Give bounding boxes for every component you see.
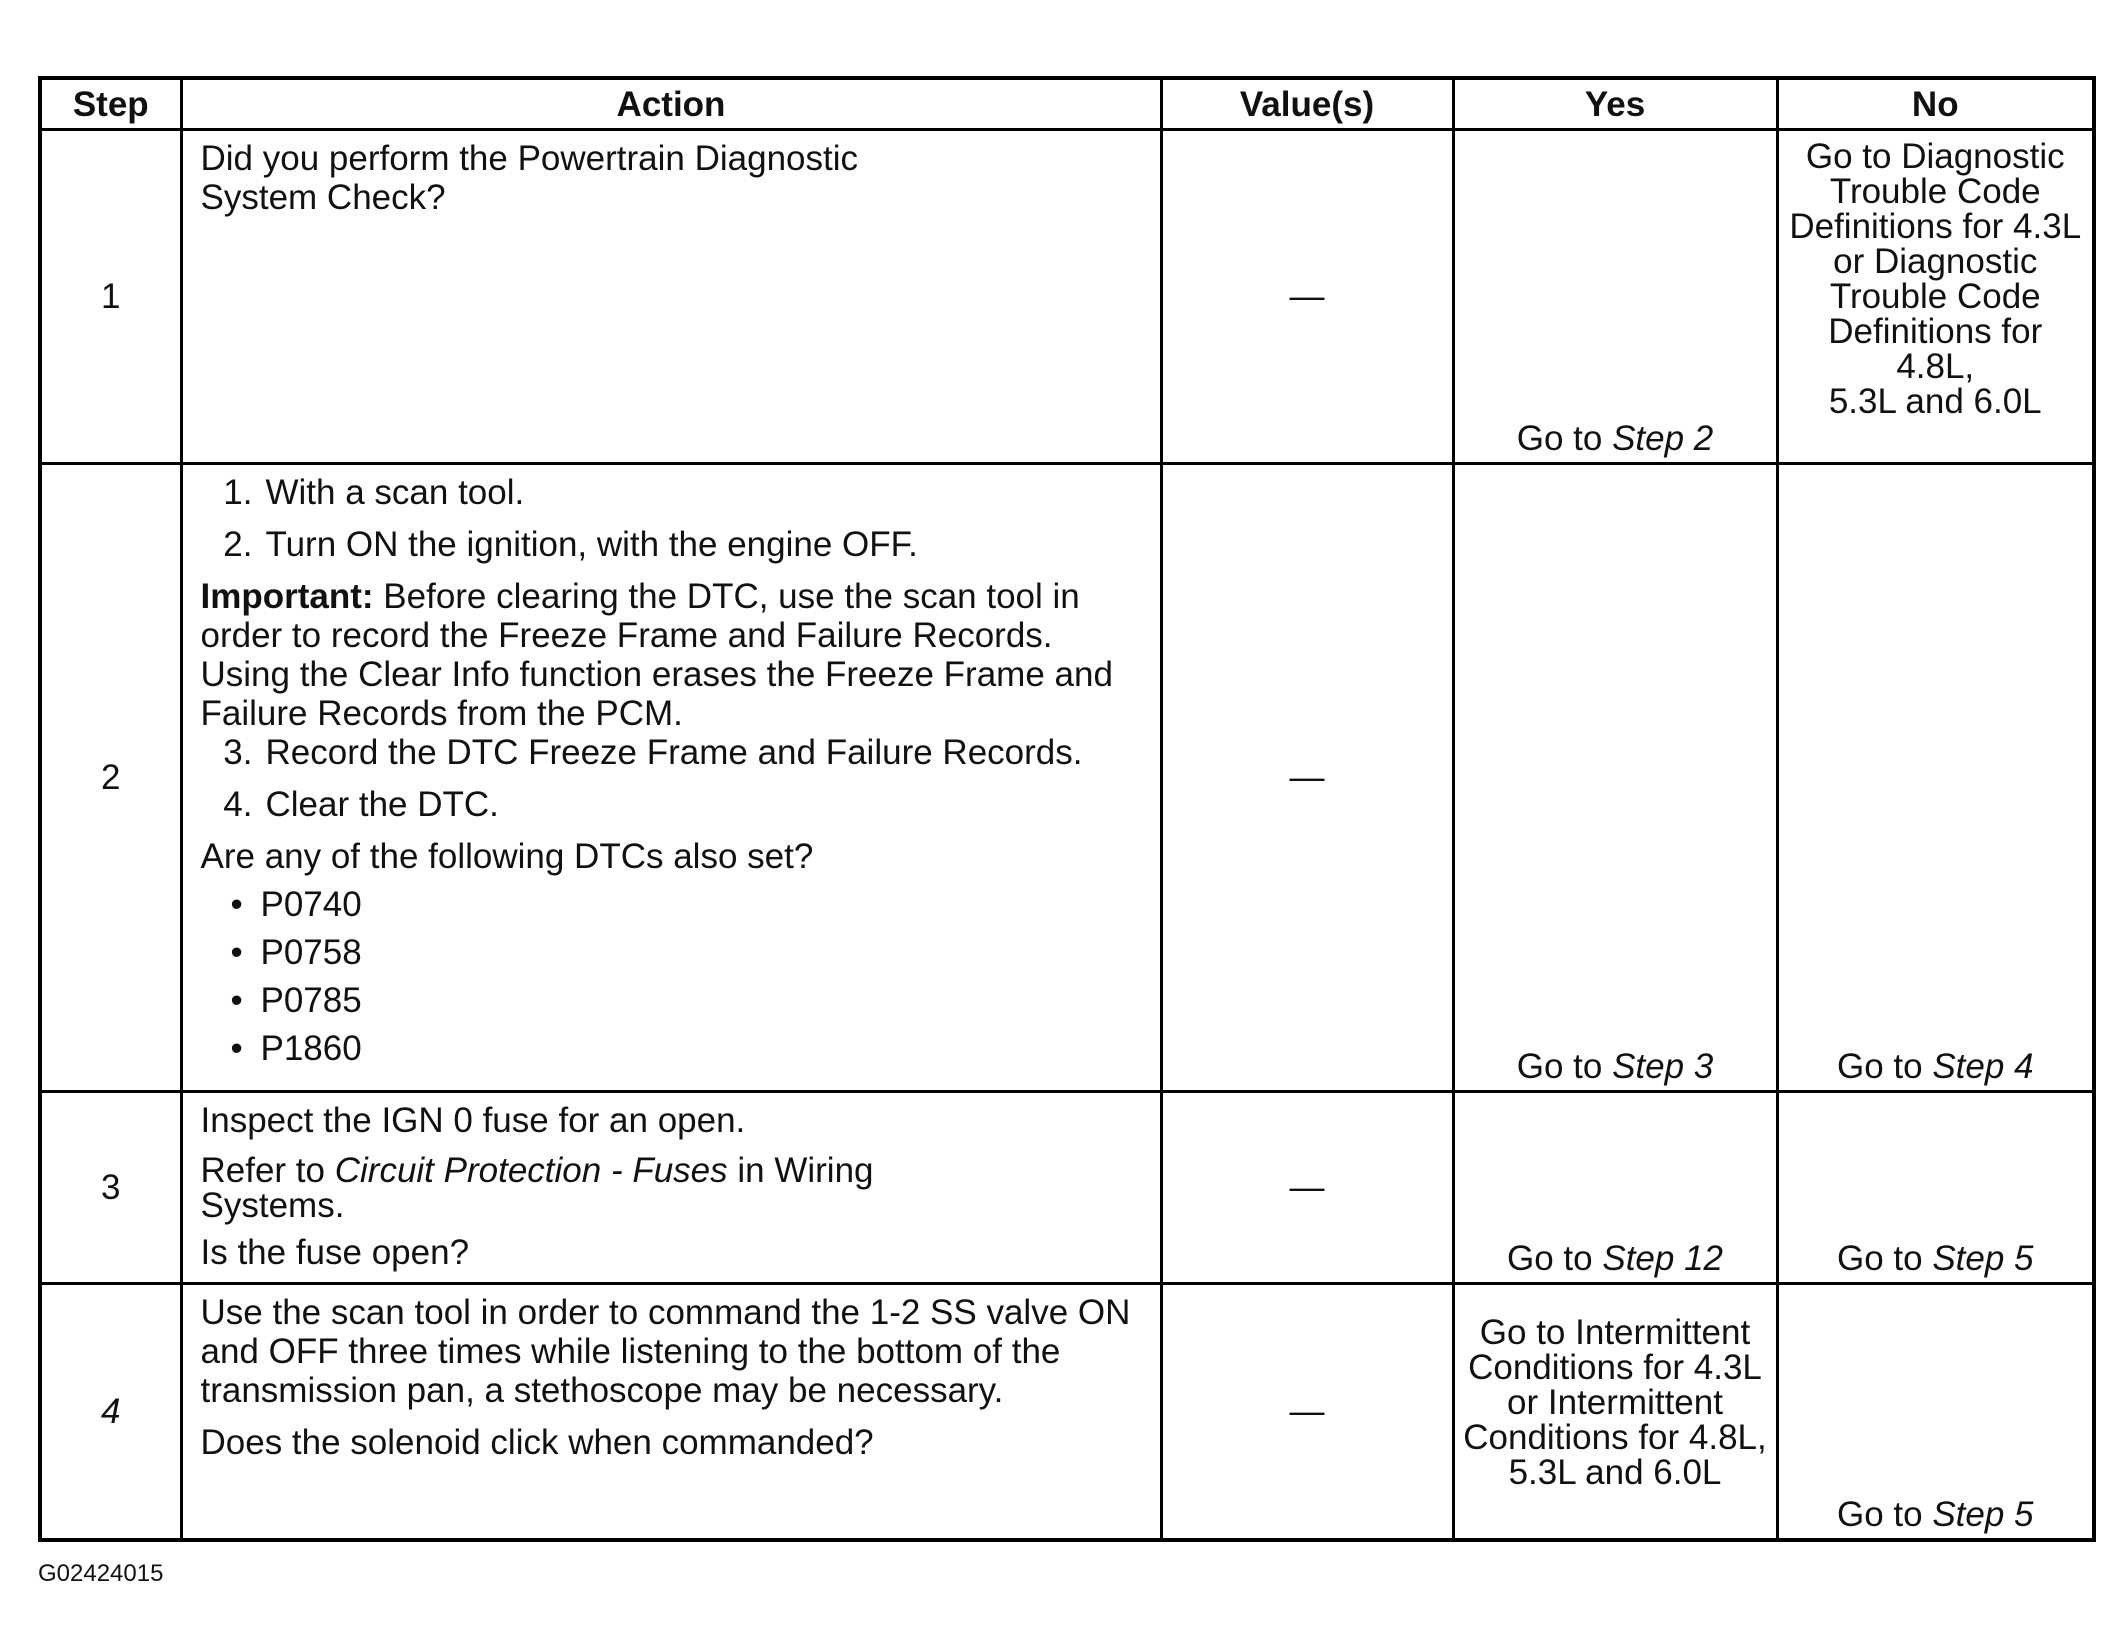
refer-prefix: Refer to xyxy=(200,1151,325,1190)
dtc-item: • P0785 xyxy=(230,981,362,1020)
yes-goto xyxy=(1455,1239,1776,1278)
table-row xyxy=(40,464,2094,1092)
important-text: Before clearing the DTC, use the scan tool in order to record the Freeze Frame and Failure Records. Using the Clear Info function erases the Freeze Frame and Failure Records from the PCM. xyxy=(200,577,1113,733)
table-row xyxy=(40,1092,2094,1284)
dtc-code: P0785 xyxy=(260,981,362,1020)
goto-prefix: Go to xyxy=(1516,419,1603,458)
action-text: Inspect the IGN 0 fuse for an open. xyxy=(200,1101,746,1140)
step-number-text: 1 xyxy=(101,277,121,316)
action-cell xyxy=(181,1284,1161,1540)
no-line: 5.3L and 6.0L xyxy=(1828,382,2042,421)
header-step: Step xyxy=(40,78,181,130)
value-cell xyxy=(1161,1284,1453,1540)
procedure-step xyxy=(201,785,1148,824)
refer-suffix: in Wiring Systems. xyxy=(200,1151,874,1225)
no-line: Trouble Code xyxy=(1829,172,2041,211)
step-number-text: 3 xyxy=(101,1168,121,1207)
goto-step-link[interactable]: Step 5 xyxy=(1932,1494,2034,1534)
procedure-step xyxy=(201,525,1148,564)
procedure-list xyxy=(201,733,1148,824)
step-number xyxy=(40,1284,181,1540)
value-dash: — xyxy=(1289,1168,1325,1207)
procedure-number: 4. xyxy=(223,785,253,824)
action-question: Is the fuse open? xyxy=(200,1233,470,1272)
no-goto[interactable] xyxy=(1779,131,2093,419)
procedure-text: Clear the DTC. xyxy=(265,785,499,824)
procedure-number: 1. xyxy=(223,473,253,512)
figure-id: G02424015 xyxy=(38,1560,164,1587)
goto-prefix: Go to xyxy=(1516,1047,1603,1086)
action-cell xyxy=(181,464,1161,1092)
no-goto xyxy=(1779,1047,2093,1086)
no-line: Go to Diagnostic xyxy=(1805,137,2065,176)
value-dash: — xyxy=(1289,1391,1325,1431)
action-question-line: System Check? xyxy=(200,178,446,217)
no-cell xyxy=(1777,130,2094,464)
no-line: Definitions for 4.8L, xyxy=(1828,312,2043,386)
yes-line: 5.3L and 6.0L xyxy=(1508,1453,1722,1492)
procedure-step xyxy=(201,473,1148,512)
value-cell xyxy=(1161,464,1453,1092)
value-cell xyxy=(1161,130,1453,464)
action-question: Are any of the following DTCs also set? xyxy=(200,837,814,876)
step-number xyxy=(40,130,181,464)
important-label: Important: xyxy=(200,577,374,616)
dtc-code: P0740 xyxy=(260,885,362,924)
procedure-number: 3. xyxy=(223,733,253,772)
yes-cell xyxy=(1453,1092,1777,1284)
goto-prefix: Go to xyxy=(1836,1494,1923,1534)
refer-link[interactable]: Circuit Protection - Fuses xyxy=(334,1151,728,1190)
dtc-item: • P0740 xyxy=(230,885,362,924)
yes-goto[interactable] xyxy=(1455,1285,1776,1490)
dtc-item: • P0758 xyxy=(230,933,362,972)
goto-step-link[interactable]: Step 4 xyxy=(1932,1047,2034,1086)
yes-line: Conditions for 4.3L xyxy=(1468,1348,1762,1387)
action-question: Does the solenoid click when commanded? xyxy=(200,1423,874,1462)
table-row xyxy=(40,130,2094,464)
step-number-text: 2 xyxy=(101,758,121,797)
yes-goto xyxy=(1455,1047,1776,1086)
no-goto xyxy=(1779,1495,2093,1534)
procedure-text: Turn ON the ignition, with the engine OFF. xyxy=(265,525,918,564)
yes-cell xyxy=(1453,130,1777,464)
procedure-text: With a scan tool. xyxy=(265,473,525,512)
action-cell xyxy=(181,1092,1161,1284)
diagnostic-table xyxy=(38,76,2096,1542)
no-goto xyxy=(1779,1239,2093,1278)
goto-prefix: Go to xyxy=(1836,1047,1923,1086)
action-text: Use the scan tool in order to command the 1-2 SS valve ON and OFF three times while listening to the bottom of the transmission pan, a stethoscope may be necessary. xyxy=(200,1293,1131,1410)
table-row xyxy=(40,1284,2094,1540)
procedure-number: 2. xyxy=(223,525,253,564)
yes-cell xyxy=(1453,464,1777,1092)
goto-step-link[interactable]: Step 2 xyxy=(1612,419,1714,458)
action-question xyxy=(201,139,1148,217)
yes-line: Go to Intermittent xyxy=(1479,1313,1751,1352)
value-dash: — xyxy=(1289,758,1325,797)
procedure-text: Record the DTC Freeze Frame and Failure Records. xyxy=(265,733,1083,772)
no-line: Definitions for 4.3L xyxy=(1789,207,2082,246)
dtc-code: P0758 xyxy=(260,933,362,972)
goto-step-link[interactable]: Step 12 xyxy=(1602,1239,1723,1278)
header-values: Value(s) xyxy=(1161,78,1453,130)
yes-goto xyxy=(1455,419,1776,458)
header-row xyxy=(40,78,2094,130)
procedure-list xyxy=(201,473,1148,564)
refer-note xyxy=(201,1153,961,1223)
goto-step-link[interactable]: Step 3 xyxy=(1612,1047,1714,1086)
value-cell xyxy=(1161,1092,1453,1284)
dtc-item: • P1860 xyxy=(230,1029,362,1068)
important-note xyxy=(201,577,1148,733)
goto-prefix: Go to xyxy=(1836,1239,1923,1278)
no-cell xyxy=(1777,1284,2094,1540)
yes-line: Conditions for 4.8L, xyxy=(1463,1418,1767,1457)
yes-cell xyxy=(1453,1284,1777,1540)
value-dash: — xyxy=(1289,277,1325,316)
no-line: or Diagnostic xyxy=(1833,242,2038,281)
no-cell xyxy=(1777,1092,2094,1284)
dtc-list xyxy=(201,885,1148,1068)
header-yes: Yes xyxy=(1453,78,1777,130)
yes-line: or Intermittent xyxy=(1507,1383,1723,1422)
goto-step-link[interactable]: Step 5 xyxy=(1932,1239,2034,1278)
procedure-step xyxy=(201,733,1148,772)
no-cell xyxy=(1777,464,2094,1092)
no-line: Trouble Code xyxy=(1829,277,2041,316)
step-number xyxy=(40,464,181,1092)
goto-prefix: Go to xyxy=(1507,1239,1593,1278)
step-number xyxy=(40,1092,181,1284)
step-number-text: 4 xyxy=(101,1391,121,1431)
action-question-line: Did you perform the Powertrain Diagnostic xyxy=(200,139,859,178)
header-no: No xyxy=(1777,78,2094,130)
header-action: Action xyxy=(181,78,1161,130)
dtc-code: P1860 xyxy=(260,1029,362,1068)
action-cell xyxy=(181,130,1161,464)
